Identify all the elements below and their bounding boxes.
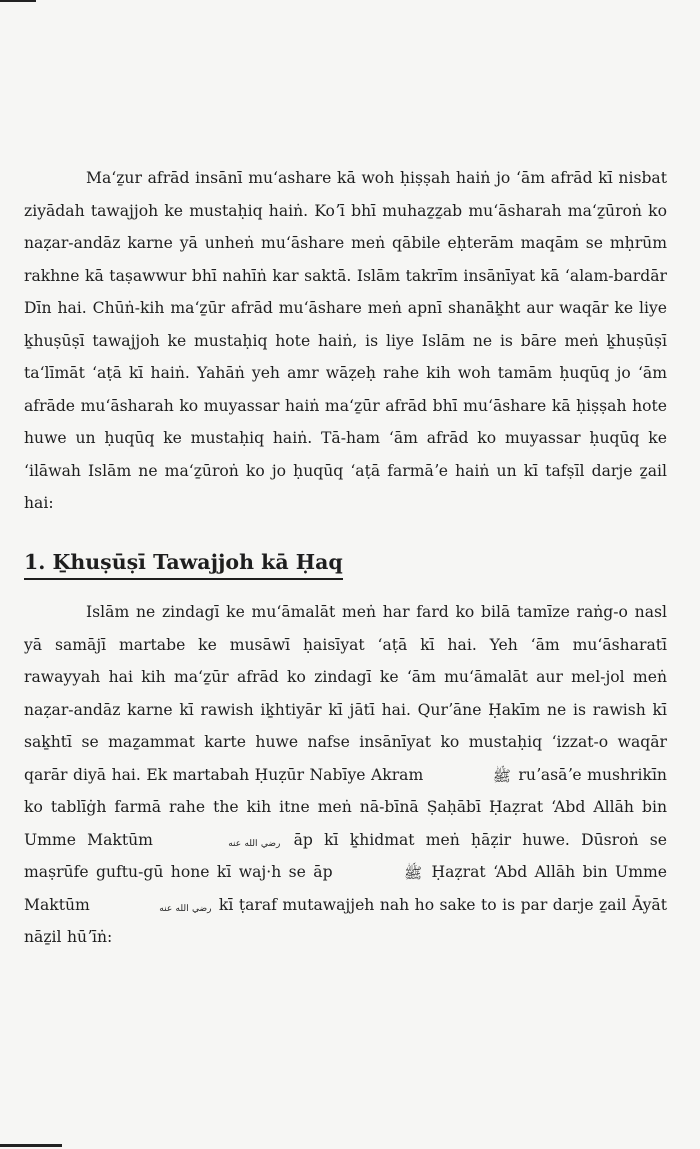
paragraph-text-part-2: ruʼasāʼe mushrikīn ko tablīġh farmā rahe the kih itne meṅ nā-bīnā Ṣaḥābī Ḥaẓrat ʻAbd Allāh bin Umme Maktūm [24, 765, 667, 849]
intro-paragraph-text: Maʻẕur afrād insānī muʻashare kā woh ḥiṣṣah haiṅ jo ʻām afrād kī nisbat ziyādah tawajjoh ke mustaḥiq haiṅ. Koʼī bhī muhaẕẕab muʻāsharah maʻẕūroṅ ko naẓar-andāz karne yā unheṅ muʻāshare meṅ qābile eḥterām maqām se mḥrūm rakhne kā taṣawwur bhī nahīṅ kar saktā. Islām takrīm insānīyat kā ʻalam-bardār Dīn hai. Chūṅ-kih maʻẕūr afrād muʻāshare meṅ apnī shanāḵht aur waqār ke liye ḵhuṣūṣī tawajjoh ke mustaḥiq hote haiṅ, is liye Islām ne is bāre meṅ ḵhuṣūṣī taʻlīmāt ʻaṭā kī haiṅ. Yahāṅ yeh amr wāẓeḥ rahe kih woh tamām ḥuqūq jo ʻām afrāde muʻāsharah ko muyassar haiṅ maʻẕūr afrād bhī muʻāshare kā ḥiṣṣah hote huwe un ḥuqūq ke mustaḥiq haiṅ. Tā-ham ʻām afrād ko muyassar ḥuqūq ke ʻilāwah Islām ne maʻẕūroṅ ko jo ḥuqūq ʻaṭā farmāʼe haiṅ un kī tafṣīl darje ẕail hai: [24, 169, 667, 512]
radiyallah-anhu-icon: رضي الله عنه [159, 903, 212, 914]
page-edge-mark-top [0, 0, 36, 2]
paragraph-text-part-3: āp kī ḵhidmat meṅ ḥāẓir huwe. Dūsroṅ se maṣrūfe guftu-gū hone kī waj·h se āp [24, 830, 667, 881]
intro-paragraph [24, 162, 667, 520]
paragraph-text-part-1: Islām ne zindagī ke muʻāmalāt meṅ har fard ko bilā tamīze raṅg-o nasl yā samājī martabe ke musāwī ḥaisīyat ʻaṭā kī hai. Yeh ʻām muʻāsharatī rawayyah hai kih maʻẕūr afrād ko zindagī ke ʻām muʻāmalāt aur mel-jol meṅ naẓar-andāz karne kī rawish iḵhtiyār kī jātī hai. Qurʼāne Ḥakīm ne is rawish kī saḵhtī se maẕammat karte huwe nafse insānīyat ko mustaḥiq ʻizzat-o waqār qarār diyā hai. Ek martabah Ḥuẓūr Nabīye Akram [24, 603, 667, 784]
section-paragraph [24, 596, 667, 954]
section-heading: 1. Ḵhuṣūṣī Tawajjoh kā Ḥaq [24, 546, 343, 580]
salawat-icon: ﷺ [492, 766, 511, 785]
page-edge-mark-bottom [0, 1144, 62, 1147]
radiyallah-anhu-icon: رضي الله عنه [228, 838, 281, 849]
paragraph-text-part-5: kī ṭaraf mutawajjeh nah ho sake to is par darje ẕail Āyāt nāẕil hūʼīṅ: [24, 895, 667, 946]
paragraph-text-part-4: Ḥaẓrat ʻAbd Allāh bin Umme Maktūm [24, 863, 667, 914]
salawat-icon: ﷺ [403, 864, 423, 882]
